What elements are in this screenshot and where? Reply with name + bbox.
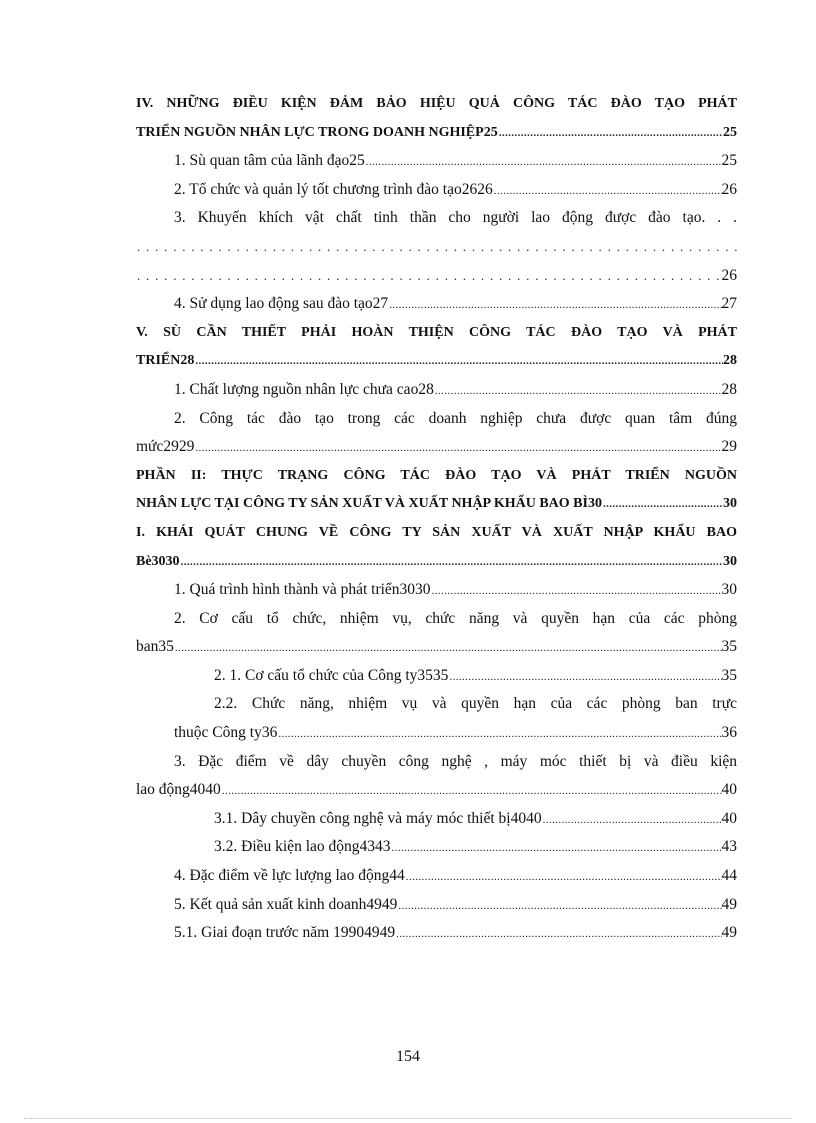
dot-leader bbox=[542, 806, 722, 834]
toc-entry-page: 49 bbox=[721, 895, 737, 913]
toc-entry-title: mức2929 bbox=[136, 438, 195, 456]
toc-entry-title: thuộc Công ty36 bbox=[174, 724, 278, 742]
toc-entry-page: 36 bbox=[721, 724, 737, 742]
toc-entry bbox=[136, 376, 737, 405]
toc-entry bbox=[136, 833, 737, 862]
toc-entry bbox=[136, 290, 737, 319]
toc-entry-page: 27 bbox=[721, 295, 737, 313]
dot-leader bbox=[431, 577, 722, 605]
dot-leader bbox=[277, 720, 721, 748]
toc-entry bbox=[136, 147, 737, 176]
toc-entry-page: 44 bbox=[721, 867, 737, 885]
toc-entry bbox=[136, 576, 737, 605]
toc-entry-page: 30 bbox=[721, 581, 737, 599]
dot-leader bbox=[365, 148, 722, 176]
toc-entry-page: 40 bbox=[721, 809, 737, 827]
toc-entry bbox=[136, 662, 737, 691]
toc-entry-title: 1. Sù quan tâm của lãnh đạo25 bbox=[174, 152, 365, 170]
dot-leader bbox=[388, 291, 721, 319]
toc-entry-page: 49 bbox=[721, 924, 737, 942]
toc-entry-title: lao động4040 bbox=[136, 781, 221, 799]
toc-entry-title: 5. Kết quả sản xuất kinh doanh4949 bbox=[174, 895, 398, 913]
toc-entry-title: 4. Đặc điểm về lực lượng lao động44 bbox=[174, 867, 405, 885]
toc-entry-title: NHÂN LỰC TẠI CÔNG TY SẢN XUẤT VÀ XUẤT NHẬP KHẨU BAO BÌ30 bbox=[136, 496, 602, 512]
toc-entry-title: Bè3030 bbox=[136, 553, 180, 569]
toc-entry bbox=[136, 519, 737, 548]
toc-entry-title: 2. Công tác đào tạo trong các doanh nghiệp chưa được quan tâm đúng bbox=[174, 409, 737, 427]
dot-leader bbox=[498, 119, 723, 148]
dot-leader bbox=[395, 920, 721, 948]
toc-entry-page: 35 bbox=[721, 666, 737, 684]
toc-entry-title: PHẦN II: THỰC TRẠNG CÔNG TÁC ĐÀO TẠO VÀ PHÁT TRIỂN NGUỒN bbox=[136, 467, 737, 483]
toc-entry-title: 3.2. Điều kiện lao động4343 bbox=[214, 838, 391, 856]
toc-entry-title: 1. Quá trình hình thành và phát triển3030 bbox=[174, 581, 431, 599]
dot-leader bbox=[194, 347, 723, 376]
toc-entry-page: 30 bbox=[723, 553, 737, 569]
toc-entry bbox=[136, 776, 737, 805]
toc-entry-title: 1. Chất lượng nguồn nhân lực chưa cao28 bbox=[174, 380, 434, 398]
dot-leader bbox=[174, 634, 722, 662]
toc-entry bbox=[136, 347, 737, 376]
toc-entry-title: 2. 1. Cơ cấu tổ chức của Công ty3535 bbox=[214, 666, 449, 684]
toc-entry-page: 26 bbox=[721, 266, 737, 284]
toc-entry bbox=[136, 690, 737, 719]
toc-entry bbox=[136, 605, 737, 634]
page-bottom-rule bbox=[24, 1118, 792, 1119]
toc-entry-title: 2. Tổ chức và quản lý tốt chương trình đào tạo2626 bbox=[174, 180, 493, 198]
toc-entry bbox=[136, 719, 737, 748]
toc-entry-page: 25 bbox=[723, 124, 737, 140]
toc-entry bbox=[136, 548, 737, 577]
toc-entry bbox=[136, 90, 737, 119]
dot-leader bbox=[493, 177, 722, 205]
dot-leader bbox=[405, 863, 722, 891]
toc-entry bbox=[136, 405, 737, 434]
dot-leader bbox=[397, 892, 721, 920]
toc-entry-title: 2.2. Chức năng, nhiệm vụ và quyền hạn của các phòng ban trực bbox=[214, 695, 737, 713]
toc-entry-page: 28 bbox=[721, 380, 737, 398]
dot-leader bbox=[448, 663, 721, 691]
toc-entry bbox=[136, 805, 737, 834]
toc-entry-title: TRIỂN NGUỒN NHÂN LỰC TRONG DOANH NGHIỆP25 bbox=[136, 124, 498, 140]
toc-entry bbox=[136, 919, 737, 948]
toc-entry-title: 4. Sử dụng lao động sau đào tạo27 bbox=[174, 295, 389, 313]
table-of-contents bbox=[136, 90, 737, 948]
toc-entry-title: I. KHÁI QUÁT CHUNG VỀ CÔNG TY SẢN XUẤT VÀ XUẤT NHẬP KHẨU BAO bbox=[136, 524, 737, 540]
toc-entry bbox=[136, 891, 737, 920]
dot-leader bbox=[434, 377, 722, 405]
dot-leader bbox=[602, 490, 723, 519]
dot-leader bbox=[136, 233, 737, 262]
dot-leader bbox=[136, 262, 722, 291]
toc-entry bbox=[136, 233, 737, 262]
toc-entry bbox=[136, 119, 737, 148]
toc-entry-title: 3. Khuyến khích vật chất tinh thần cho người lao động được đào tạo. . . bbox=[174, 209, 737, 227]
toc-entry-title: 3. Đặc điểm về dây chuyền công nghệ , máy móc thiết bị và điều kiện bbox=[174, 752, 737, 770]
toc-entry-page: 28 bbox=[723, 353, 737, 369]
toc-entry-title: 2. Cơ cấu tổ chức, nhiệm vụ, chức năng và quyền hạn của các phòng bbox=[174, 609, 737, 627]
toc-entry bbox=[136, 490, 737, 519]
toc-entry bbox=[136, 262, 737, 291]
toc-entry bbox=[136, 176, 737, 205]
toc-entry-title: TRIỂN28 bbox=[136, 353, 195, 369]
dot-leader bbox=[221, 777, 722, 805]
toc-entry bbox=[136, 433, 737, 462]
toc-entry-page: 25 bbox=[721, 152, 737, 170]
toc-entry-title: 3.1. Dây chuyền công nghệ và máy móc thiết bị4040 bbox=[214, 809, 542, 827]
toc-entry-page: 35 bbox=[721, 638, 737, 656]
toc-entry bbox=[136, 633, 737, 662]
toc-entry bbox=[136, 862, 737, 891]
toc-entry-title: 5.1. Giai đoạn trước năm 19904949 bbox=[174, 924, 396, 942]
dot-leader bbox=[194, 434, 721, 462]
toc-entry-page: 43 bbox=[721, 838, 737, 856]
toc-entry-page: 29 bbox=[721, 438, 737, 456]
toc-entry bbox=[136, 319, 737, 348]
toc-entry-page: 26 bbox=[721, 180, 737, 198]
toc-entry-title: ban35 bbox=[136, 638, 174, 656]
toc-entry-page: 40 bbox=[721, 781, 737, 799]
dot-leader bbox=[180, 548, 723, 577]
toc-entry bbox=[136, 204, 737, 233]
dot-leader bbox=[391, 834, 722, 862]
toc-entry bbox=[136, 748, 737, 777]
toc-entry-title: V. SÙ CẦN THIẾT PHẢI HOÀN THIỆN CÔNG TÁC ĐÀO TẠO VÀ PHÁT bbox=[136, 324, 737, 340]
toc-entry-page: 30 bbox=[723, 496, 737, 512]
toc-entry bbox=[136, 462, 737, 491]
toc-entry-title: IV. NHỮNG ĐIỀU KIỆN ĐẢM BẢO HIỆU QUẢ CÔNG TÁC ĐÀO TẠO PHÁT bbox=[136, 96, 737, 111]
page-number: 154 bbox=[396, 1048, 420, 1065]
